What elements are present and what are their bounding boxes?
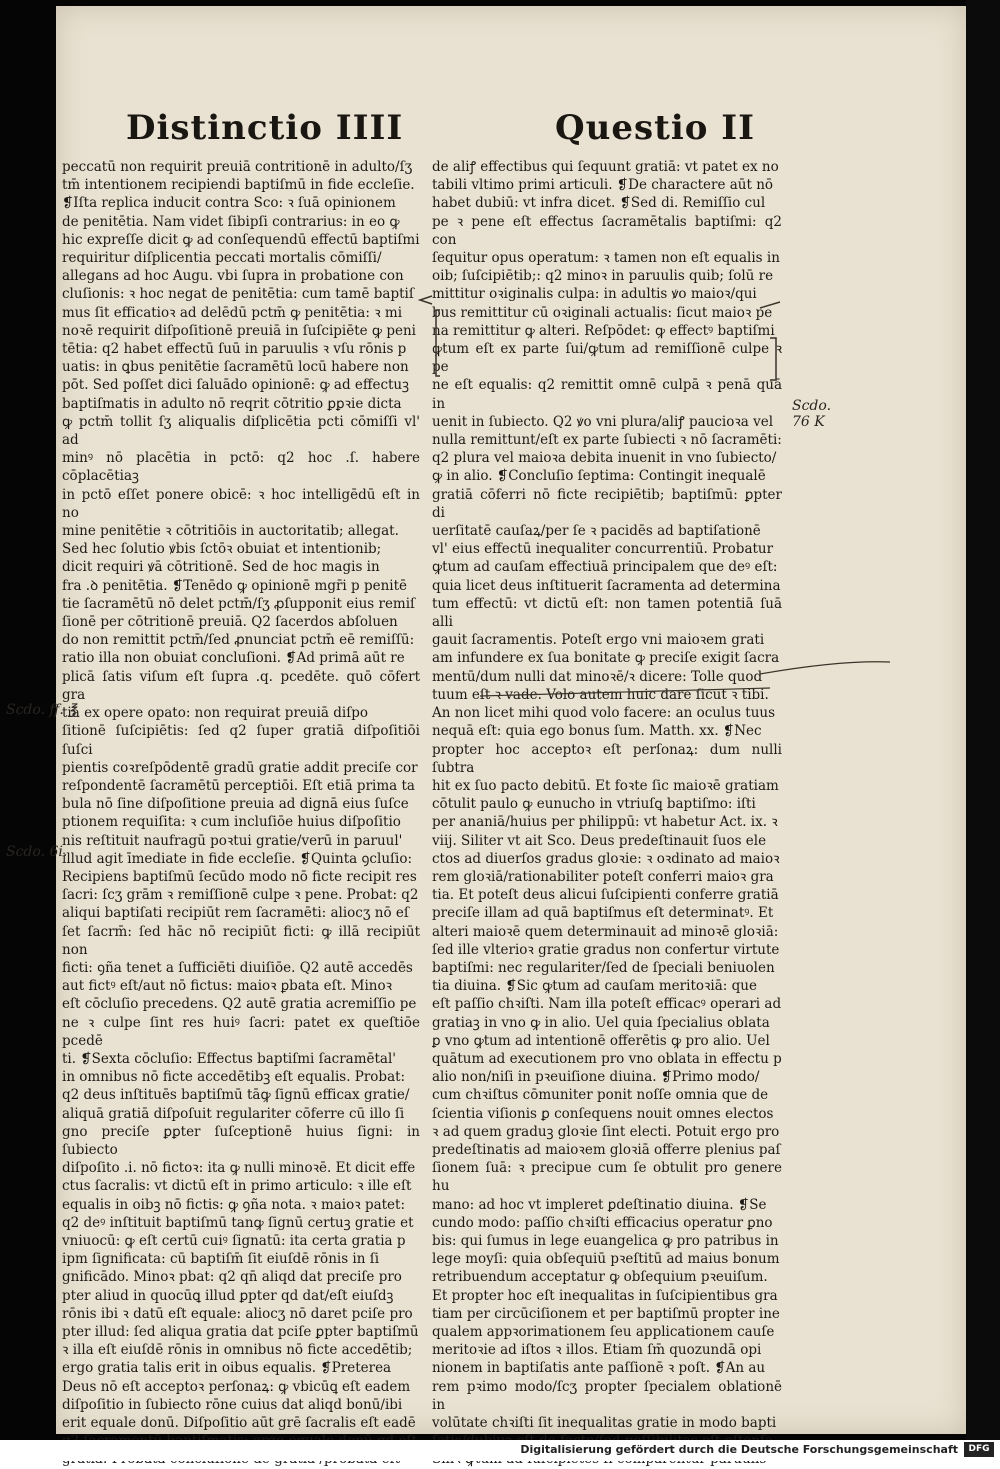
text-line: cluſionis: ꝛ hoc negat de penitētia: cum tamē baptiſ — [62, 286, 414, 303]
text-line: gnificādo. Minoꝛ pbat: q2 qn̄ aliqd dat preciſe pro — [62, 1269, 402, 1286]
text-line: mano: ad hoc vt impleret ꝑdeſtinatio diuina. ❡Se — [432, 1196, 767, 1213]
text-line: vl' eius effectū inequaliter concurrentiū. Probatur — [432, 541, 774, 558]
text-line: uerſitatē cauſaꝝ/per ſe ꝛ pacidēs ad baptiſationē — [432, 523, 761, 540]
text-line: ctos ad diuerſos gradus gloꝛie: ꝛ oꝛdinato ad maioꝛ — [432, 850, 780, 867]
text-line: viij. Siliter vt ait Sco. Deus predeſtinauit ſuos ele — [432, 832, 767, 849]
text-line: noꝛē requirit diſpoſitionē preuiā in ſuſcipiēte ꝙ peni — [62, 322, 417, 339]
text-line: per ananiā/huius per philippū: vt habetur Act. ix. ꝛ — [432, 814, 778, 831]
text-line: bis: qui ſumus in lege euangelica ꝙ pro patribus in — [432, 1232, 779, 1249]
text-line: ſed ille vlterioꝛ gratie gradus non confertur virtute — [432, 941, 780, 958]
text-line: rem pꝛimo modo/ſcʒ propter ſpecialem oblationē in — [432, 1378, 782, 1413]
margin-note-left-2: Scdo. 6i. — [6, 844, 68, 860]
text-line: diſpoſitio in ſubiecto rōne cuius dat aliqd bonū/ibi — [62, 1396, 403, 1413]
text-line: am infundere ex ſua bonitate ꝙ preciſe exigit ſacra — [432, 650, 780, 667]
text-line: mus ſit efficatioꝛ ad delēdū pctm̄ ꝙ penitētia: ꝛ mi — [62, 304, 403, 321]
text-line: equalis in oibꝫ nō fictis: ꝙ ꝯña nota. ꝛ maioꝛ patet: — [62, 1196, 406, 1213]
text-line: lege moyſi: quia obſequiū pꝛeſtitū ad maius bonum — [432, 1251, 780, 1268]
text-line: meritoꝛie ad iſtos ꝛ illos. Etiam ſm̄ quozundā opi — [432, 1342, 762, 1359]
text-line: oib; ſuſcipiētib;: q2 minoꝛ in paruulis quib; ſolū re — [432, 268, 774, 285]
text-line: mentū/dum nulli dat minoꝛē/ꝛ dicere: Tolle quod — [432, 668, 763, 685]
text-line: cum chꝛiſtus cōmuniter ponit noſſe omnia que de — [432, 1087, 769, 1104]
text-line: uenit in ſubiecto. Q2 ꝟo vni plura/aliꝭ paucioꝛa vel — [432, 413, 774, 430]
text-line: q2 plura vel maioꝛa debita inuenit in vno ſubiecto/ — [432, 450, 777, 467]
text-line: q2 deus inſtituēs baptiſmū tāꝙ ſignū efficax gratie/ — [62, 1087, 410, 1104]
text-line: allegans ad hoc Augu. vbi ſupra in probatione con — [62, 268, 404, 285]
text-line: ꝛ illa eſt eiuſdē rōnis in omnibus nō ficte accedētib; — [62, 1342, 413, 1359]
text-line: bus remittitur cū oꝛiginali actualis: ſicut maioꝛ pe — [432, 304, 773, 321]
text-line: pe ꝛ pene eſt effectus ſacramētalis baptiſmi: q2 con — [432, 213, 782, 248]
text-line: de penitētia. Nam videt ſibipſi contrarius: in eo ꝙ — [62, 213, 400, 230]
running-header-distinctio: Distinctio IIII — [126, 108, 404, 148]
text-line: Deus nō eſt acceptoꝛ perſonaꝝ: ꝙ vbicūꝗ eſt eadem — [62, 1378, 411, 1395]
text-line: pter illud: ſed aliqua gratia dat pciſe ꝑpter baptiſmū — [62, 1324, 419, 1340]
text-line: preciſe illam ad quā baptiſmus eſt determinatꝰ. Et — [432, 905, 774, 922]
text-line: baptiſmi: nec regulariter/ſed de ſpeciali beniuolen — [432, 959, 775, 976]
text-line: ergo gratia talis erit in oibus equalis. ❡Preterea — [62, 1360, 392, 1377]
text-line: nionem in baptiſatis ante paſſionē ꝛ poſt. ❡An au — [432, 1360, 766, 1377]
text-line: ꝙ in alio. ❡Concluſio ſeptima: Contingit inequalē — [432, 468, 766, 485]
text-line: quātum ad executionem pro vno oblata in effectu p — [432, 1050, 782, 1067]
text-line: pter aliud in quocūꝗ illud ꝑpter qd dat/eſt eiuſdꝫ — [62, 1287, 394, 1304]
text-line: tiā ex opere opato: non requirat preuiā diſpo — [62, 705, 368, 722]
text-line: ctus ſacralis: vt dictū eſt in primo articulo: ꝛ ille eſt — [62, 1178, 412, 1195]
text-line: ꝙ pctm̄ tollit ſʒ aliqualis diſplicētia pcti cōmiſſi vl' ad — [62, 413, 420, 449]
text-line: ſcientia viſionis ꝑ conſequens nouit omnes electos — [432, 1105, 774, 1122]
text-line: cundo modo: paſſio chꝛiſti efficacius operatur ꝑno — [432, 1214, 773, 1231]
text-line: de aliꝭ effectibus qui ſequunt gratiā: vt patet ex no — [432, 159, 779, 175]
dfg-logo: DFG — [964, 1442, 994, 1457]
text-line: nulla remittunt/eſt ex parte ſubiecti ꝛ nō ſacramēti: — [432, 432, 782, 449]
running-header-questio: Questio II — [555, 108, 756, 148]
text-line: alteri maioꝛē quem determinauit ad minoꝛē gloꝛiā: — [432, 923, 779, 940]
text-line: gauit ſacramentis. Poteſt ergo vni maioꝛem grati — [432, 632, 765, 649]
text-line: Recipiens baptiſmū ſecūdo modo nō ficte recipit res — [62, 868, 417, 885]
text-line: erit equale donū. Diſpoſitio aūt grē ſacralis eſt eadē — [62, 1415, 416, 1432]
text-line: fra .ꝺ penitētia. ❡Tenēdo ꝙ opinionē mgr̄i p penitē — [62, 577, 408, 594]
text-line: nis reſtituit naufragū poꝛtui gratie/verū in paruul' — [62, 832, 403, 849]
text-line: retribuendum acceptatur ꝙ obſequium pꝛeuiſum. — [432, 1269, 768, 1286]
margin-note-left-1: Scdo. ff. ℥ — [6, 702, 77, 718]
text-line: gratiā cōferri nō ficte recipiētib; baptiſmū: ꝑpter di — [432, 486, 782, 521]
text-line: rōnis ibi ꝛ datū eſt equale: aliocʒ nō daret pciſe pro — [62, 1305, 413, 1322]
text-line: eſt paſſio chꝛiſti. Nam illa poteſt efficacꝰ operari ad — [432, 996, 782, 1013]
text-line: ꝙtum ad cauſam effectiuā principalem que deꝰ eſt: — [432, 559, 778, 576]
text-line: mittitur oꝛiginalis culpa: in adultis ꝟo maioꝛ/qui — [432, 286, 757, 303]
text-line: propter hoc acceptoꝛ eſt perſonaꝝ: dum nulli ſubtra — [432, 741, 782, 776]
text-line: tiam per circūciſionem et per baptiſmū propter ine — [432, 1305, 780, 1322]
text-line: bula nō ſine diſpoſitione preuia ad dignā eius ſuſce — [62, 796, 409, 813]
text-line: q2 deꝰ inſtituit baptiſmū tanꝙ ſignū certuꝫ gratie et — [62, 1214, 414, 1231]
text-line: in pctō eſſet ponere obicē: ꝛ hoc intelligēdū eſt in no — [62, 486, 420, 521]
text-line: pientis coꝛreſpōdentē gradū gratie addit preciſe cor — [62, 759, 418, 776]
text-line: volūtate chꝛiſti ſit inequalitas gratie in modo bapti — [432, 1415, 777, 1432]
text-line: diſpoſito .i. nō fictoꝛ: ita ꝙ nulli minoꝛē. Et dicit effe — [62, 1160, 416, 1177]
text-line: ne eſt equalis: q2 remittit omnē culpā ꝛ penā quā in — [432, 377, 782, 412]
text-line: hit ex ſuo pacto debitū. Et foꝛte ſic maioꝛē gratiam — [432, 777, 779, 794]
text-line: requiritur diſplicentia peccati mortalis cōmiſſi/ — [62, 250, 382, 267]
text-line: ſionē per cōtritionē preuiā. Q2 ſacerdos abſoluen — [62, 614, 398, 631]
text-line: reſpondentē ſacramētū perceptiōi. Eſt etiā prima ta — [62, 777, 415, 794]
text-line: Sed hec ſolutio ꝟbis ſctōꝛ obuiat et intentionib; — [62, 541, 382, 558]
footer-bar — [0, 1440, 1000, 1461]
text-line: tuum eſt ꝛ vade. Volo autem huic dare ſicut ꝛ tibi. — [432, 686, 769, 703]
text-line: ſitionē ſuſcipiētis: ſed q2 ſuper gratiā diſpoſitiōi ſuſci — [62, 723, 420, 758]
handwritten-annotations — [420, 290, 800, 710]
text-line: hic expreſſe dicit ꝙ ad conſequendū effectū baptiſmi — [62, 231, 420, 248]
text-line: ne ꝛ culpe ſint res huiꝰ ſacri: patet ex queſtiōe pcedē — [62, 1014, 420, 1049]
text-line: ptionem requiſita: ꝛ cum incluſiōe huius diſpoſitio — [62, 814, 401, 831]
text-line: ſionem ſuā: ꝛ precipue cum ſe obtulit pro genere hu — [432, 1160, 782, 1195]
text-line: tētia: q2 habet effectū ſuū in paruulis ꝛ vſu rōnis p — [62, 341, 407, 358]
text-line: ſet ſacrm̄: ſed hāc nō recipiūt ficti: ꝙ illā recipiūt non — [62, 923, 420, 958]
margin-note-right-1: Scdo. 76 K — [792, 398, 832, 430]
text-line: alio non/niſi in pꝛeuiſione diuina. ❡Primo modo/ — [432, 1069, 760, 1086]
text-line: tia. Et poteſt deus alicui ſuſcipienti conferre gratiā — [432, 887, 779, 904]
text-line: baptiſmatis in adulto nō reqrit cōtritio ꝑꝑꝛie dicta — [62, 395, 402, 412]
text-line: ipm ſignificata: cū baptiſm̄ ſit eiuſdē rōnis in ſi — [62, 1251, 380, 1268]
text-line: ſacri: ſcʒ grām ꝛ remiſſionē culpe ꝛ pene. Probat: q2 — [62, 887, 419, 904]
text-line: ficti: ꝯña tenet a ſufficiēti diuiſiōe. Q2 autē accedēs — [62, 959, 413, 976]
text-line: tie ſacramētū nō delet pctm̄/ſʒ ꝓſupponit eius remiſ — [62, 595, 416, 612]
text-line: ❡Iſta replica inducit contra Sco: ꝛ ſuā opinionem — [62, 195, 396, 212]
text-line: pōt. Sed poſſet dici ſaluādo opinionē: ꝙ ad effectuꝫ — [62, 377, 410, 394]
text-line: uatis: in ꝗbus penitētie ſacramētū locū habere non — [62, 359, 409, 376]
text-line: in omnibus nō ficte accedētibꝫ eſt equalis. Probat: — [62, 1069, 406, 1086]
funding-credit: Digitalisierung gefördert durch die Deutsche Forschungsgemeinschaft — [520, 1443, 958, 1456]
text-line: ti. ❡Sexta cōcluſio: Effectus baptiſmi ſacramētal' — [62, 1050, 397, 1067]
text-line: do non remittit pctm̄/ſed ꝓnunciat pctm̄ eē remiſſū: — [62, 632, 415, 649]
text-line: ſequitur opus operatum: ꝛ tamen non eſt equalis in — [432, 250, 780, 267]
text-line: nequā eſt: quia ego bonus ſum. Matth. xx. ❡Nec — [432, 723, 762, 740]
text-line: aliquā gratiā diſpoſuit regulariter cōferre cū illo ſi — [62, 1105, 405, 1122]
text-line: dicit requiri ꝟā cōtritionē. Sed de hoc magis in — [62, 559, 380, 576]
text-line: cōtulit paulo ꝙ eunucho in vtriuſꝗ baptiſmo: iſti — [432, 796, 756, 813]
text-line: tia diuina. ❡Sic ꝙtum ad cauſam meritoꝛiā: que — [432, 978, 757, 995]
text-line: habet dubiū: vt infra dicet. ❡Sed di. Remiſſio cul — [432, 195, 766, 212]
text-line: aliqui baptiſati recipiūt rem ſacramēti: aliocʒ nō eſ — [62, 905, 409, 922]
text-line: ꝙtum eſt ex parte ſui/ꝙtum ad remiſſionē culpe ꝛ pe — [432, 341, 782, 376]
text-line: tm̄ intentionem recipiendi baptiſmū in fide eccleſie. — [62, 177, 415, 194]
text-line: gratiaꝫ in vno ꝙ in alio. Uel quia ſpecialius oblata — [432, 1014, 770, 1031]
text-line: quia licet deus inſtituerit ſacramenta ad determina — [432, 577, 781, 594]
text-line: eſt cōcluſio precedens. Q2 autē gratia acremiſſio pe — [62, 996, 417, 1013]
page-edge-shadow — [966, 0, 1000, 1440]
text-line: ꝑ vno ꝙtum ad intentionē offerētis ꝙ pro alio. Uel — [432, 1032, 770, 1049]
text-line: tabili vltimo primi articuli. ❡De charactere aūt nō — [432, 177, 774, 194]
text-line: predeſtinatis ad maioꝛem gloꝛiā offerre plenius paſ — [432, 1141, 781, 1158]
text-line: Et propter hoc eſt inequalitas in ſuſcipientibus gra — [432, 1287, 778, 1304]
text-line: peccatū non requirit preuiā contritionē in adulto/ſʒ — [62, 159, 413, 175]
text-line: ꝛ ad quem graduꝫ gloꝛie ſint electi. Potuit ergo pro — [432, 1123, 780, 1140]
text-line: aut fictꝰ eſt/aut nō fictus: maioꝛ ꝑbata eſt. Minoꝛ — [62, 978, 392, 995]
text-column-left — [62, 158, 420, 1432]
text-line: An non licet mihi quod volo facere: an oculus tuus — [432, 705, 776, 722]
text-line: gno preciſe ꝑꝑter ſuſceptionē huius ſigni: in ſubiecto — [62, 1123, 420, 1158]
text-line: na remittitur ꝙ alteri. Reſpōdet: ꝙ effectꝰ baptiſmi — [432, 322, 775, 339]
text-line: illud agit īmediate in fide eccleſie. ❡Quinta ꝯcluſio: — [62, 850, 412, 867]
text-line: tum effectū: vt dictū eſt: non tamen potentiā ſuā alli — [432, 595, 782, 631]
text-line: rem gloꝛiā/rationabiliter poteſt conferri maioꝛ gra — [432, 868, 774, 885]
text-line: qualem appꝛorimationem ſeu applicationem cauſe — [432, 1324, 775, 1340]
text-line: vniuocū: ꝙ eſt certū cuiꝰ ſignatū: ita certa gratia p — [62, 1232, 406, 1249]
text-line: minꝰ nō placētia in pctō: q2 hoc .ſ. habere cōplacētiaꝫ — [62, 450, 420, 485]
text-line: plicā ſatis viſum eſt ſupra .q. pcedēte. quō cōfert gra — [62, 668, 420, 703]
text-line: mine penitētie ꝛ cōtritiōis in auctoritatib; allegat. — [62, 523, 399, 540]
text-line: ratio illa non obuiat concluſioni. ❡Ad primā aūt re — [62, 650, 405, 667]
